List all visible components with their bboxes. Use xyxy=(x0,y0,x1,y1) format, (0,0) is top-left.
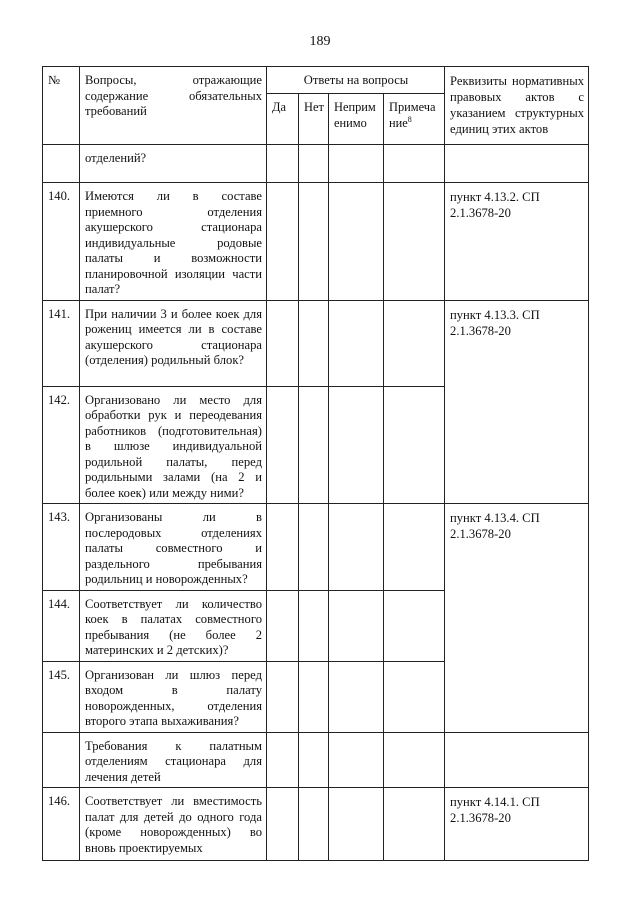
row-question: Соответствует ли количество коек в палатах совместного пребывания (не более 2 материнских и 2 детских)? xyxy=(80,590,267,661)
row-reference xyxy=(445,732,589,788)
header-not-applicable: Неприм енимо xyxy=(329,94,384,145)
answer-na-cell[interactable] xyxy=(329,788,384,861)
header-questions: Вопросы, отражающие содержание обязательных требований xyxy=(80,67,267,145)
page-number: 189 xyxy=(309,34,331,49)
answer-na-cell[interactable] xyxy=(329,183,384,301)
footnote-mark: 8 xyxy=(407,114,412,124)
answer-no-cell[interactable] xyxy=(299,590,329,661)
requirements-table xyxy=(42,66,589,861)
table-row xyxy=(43,183,589,301)
row-num: 142. xyxy=(43,386,80,504)
header-yes: Да xyxy=(267,94,299,145)
row-question: отделений? xyxy=(80,145,267,183)
row-reference xyxy=(445,145,589,183)
answer-yes-cell xyxy=(267,732,299,788)
answer-note-cell xyxy=(384,732,445,788)
header-requisites: Реквизиты нормативных правовых актов с указанием структурных единиц этих актов xyxy=(445,67,589,145)
row-question: Организованы ли в послеродовых отделениях палаты совместного и раздельного пребывания родильниц и новорожденных? xyxy=(80,504,267,591)
row-question: Имеются ли в составе приемного отделения акушерского стационара индивидуальные родовые палаты и возможности планировочной изоляции части палат? xyxy=(80,183,267,301)
row-question: Соответствует ли вместимость палат для детей до одного года (кроме новорожденных) во вновь проектируемых xyxy=(80,788,267,861)
table-row xyxy=(43,590,589,661)
row-reference: пункт 4.13.2. СП 2.1.3678-20 xyxy=(445,183,589,301)
answer-na-cell[interactable] xyxy=(329,590,384,661)
row-reference: пункт 4.13.4. СП 2.1.3678-20 xyxy=(445,504,589,591)
header-no: Нет xyxy=(299,94,329,145)
row-num: 146. xyxy=(43,788,80,861)
answer-yes-cell[interactable] xyxy=(267,661,299,732)
answer-note-cell[interactable] xyxy=(384,590,445,661)
answer-note-cell[interactable] xyxy=(384,661,445,732)
table-row xyxy=(43,145,589,183)
answer-yes-cell[interactable] xyxy=(267,386,299,504)
answer-yes-cell[interactable] xyxy=(267,504,299,591)
answer-note-cell[interactable] xyxy=(384,300,445,386)
answer-yes-cell[interactable] xyxy=(267,145,299,183)
answer-yes-cell[interactable] xyxy=(267,300,299,386)
table-row xyxy=(43,300,589,386)
row-reference: пункт 4.13.3. СП 2.1.3678-20 xyxy=(445,300,589,386)
row-num: 143. xyxy=(43,504,80,591)
answer-note-cell[interactable] xyxy=(384,183,445,301)
row-num: 145. xyxy=(43,661,80,732)
header-note xyxy=(384,94,445,145)
row-num: 141. xyxy=(43,300,80,386)
answer-no-cell[interactable] xyxy=(299,145,329,183)
answer-note-cell[interactable] xyxy=(384,145,445,183)
table-row xyxy=(43,788,589,861)
answer-no-cell[interactable] xyxy=(299,788,329,861)
answer-na-cell xyxy=(329,732,384,788)
row-num: 140. xyxy=(43,183,80,301)
section-heading: Требования к палатным отделениям стационара для лечения детей xyxy=(80,732,267,788)
row-question: При наличии 3 и более коек для рожениц имеется ли в составе акушерского стационара (отделения) родильный блок? xyxy=(80,300,267,386)
answer-na-cell[interactable] xyxy=(329,300,384,386)
row-reference xyxy=(445,386,589,504)
answer-na-cell[interactable] xyxy=(329,145,384,183)
header-note-label: Примеча ние xyxy=(389,100,436,130)
table-row xyxy=(43,504,589,591)
row-question: Организовано ли место для обработки рук и переодевания работников (подготовительная) в шлюзе индивидуальной родильной палаты, перед родильными залами (на 2 и более коек) или между ними? xyxy=(80,386,267,504)
answer-yes-cell[interactable] xyxy=(267,788,299,861)
answer-no-cell[interactable] xyxy=(299,386,329,504)
answer-no-cell xyxy=(299,732,329,788)
answer-yes-cell[interactable] xyxy=(267,183,299,301)
table-row xyxy=(43,661,589,732)
answer-no-cell[interactable] xyxy=(299,504,329,591)
table-row xyxy=(43,386,589,504)
answer-note-cell[interactable] xyxy=(384,788,445,861)
answer-na-cell[interactable] xyxy=(329,661,384,732)
answer-no-cell[interactable] xyxy=(299,183,329,301)
answer-na-cell[interactable] xyxy=(329,386,384,504)
answer-note-cell[interactable] xyxy=(384,386,445,504)
header-num: № xyxy=(43,67,80,145)
answer-na-cell[interactable] xyxy=(329,504,384,591)
answer-no-cell[interactable] xyxy=(299,661,329,732)
row-num xyxy=(43,732,80,788)
header-answers: Ответы на вопросы xyxy=(267,67,445,94)
row-reference xyxy=(445,661,589,732)
answer-no-cell[interactable] xyxy=(299,300,329,386)
row-reference xyxy=(445,590,589,661)
row-num: 144. xyxy=(43,590,80,661)
row-num xyxy=(43,145,80,183)
row-reference: пункт 4.14.1. СП 2.1.3678-20 xyxy=(445,788,589,861)
header-row xyxy=(43,67,589,94)
section-heading-row xyxy=(43,732,589,788)
answer-note-cell[interactable] xyxy=(384,504,445,591)
row-question: Организован ли шлюз перед входом в палату новорожденных, отделения второго этапа выхаживания? xyxy=(80,661,267,732)
answer-yes-cell[interactable] xyxy=(267,590,299,661)
